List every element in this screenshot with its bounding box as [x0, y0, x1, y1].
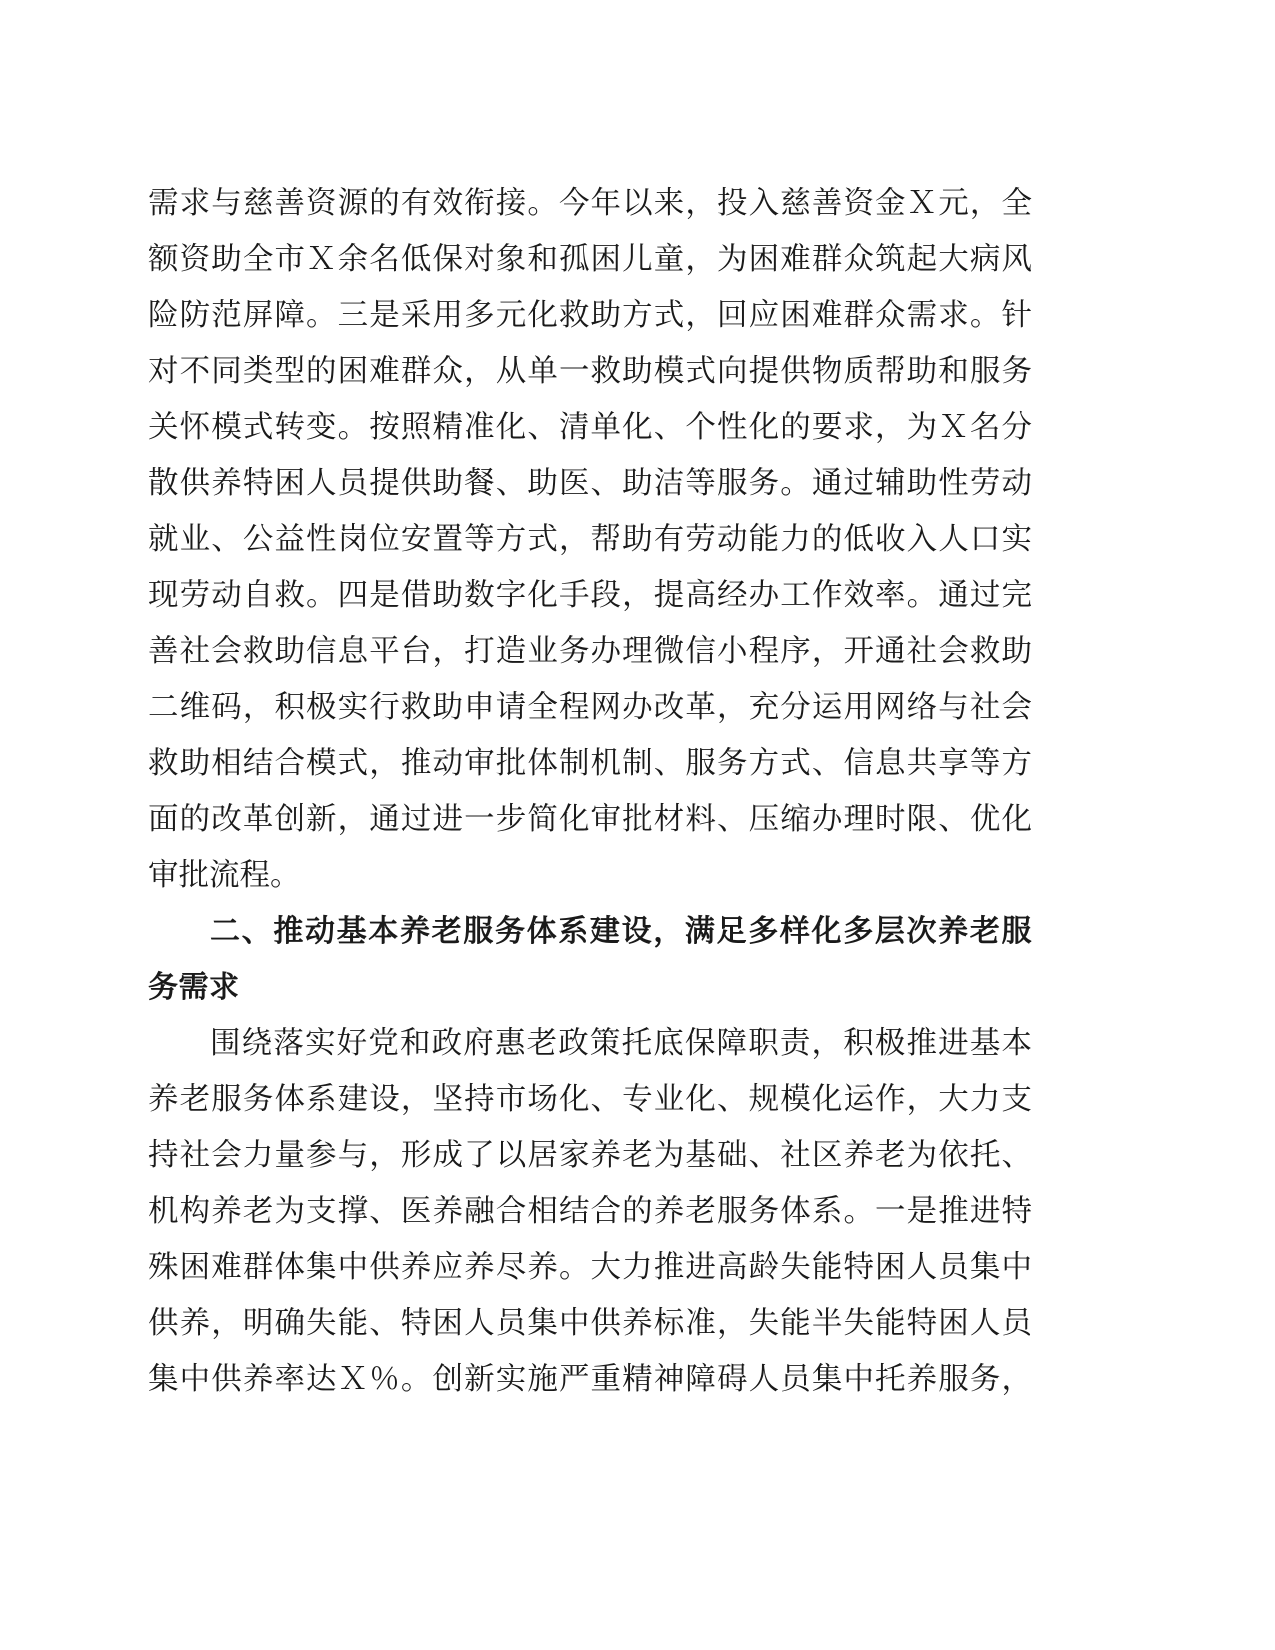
- paragraph-2: [148, 1016, 1032, 1408]
- paragraph-line: 善社会救助信息平台，打造业务办理微信小程序，开通社会救助: [148, 634, 1032, 669]
- paragraph-line: 险防范屏障。三是采用多元化救助方式，回应困难群众需求。针: [148, 298, 1032, 333]
- paragraph-line: 供养，明确失能、特困人员集中供养标准，失能半失能特困人员: [148, 1306, 1032, 1341]
- paragraph-line: 关怀模式转变。按照精准化、清单化、个性化的要求，为Ｘ名分: [148, 410, 1032, 445]
- section-heading: [148, 904, 1032, 1016]
- paragraph-line: 审批流程。: [148, 858, 301, 893]
- paragraph-line: 需求与慈善资源的有效衔接。今年以来，投入慈善资金Ｘ元，全: [148, 186, 1032, 221]
- paragraph-line: 持社会力量参与，形成了以居家养老为基础、社区养老为依托、: [148, 1138, 1032, 1173]
- paragraph-line: 对不同类型的困难群众，从单一救助模式向提供物质帮助和服务: [148, 354, 1032, 389]
- paragraph-line: 机构养老为支撑、医养融合相结合的养老服务体系。一是推进特: [148, 1194, 1032, 1229]
- paragraph-line: 面的改革创新，通过进一步简化审批材料、压缩办理时限、优化: [148, 802, 1032, 837]
- paragraph-line: 养老服务体系建设，坚持市场化、专业化、规模化运作，大力支: [148, 1082, 1032, 1117]
- paragraph-line: 散供养特困人员提供助餐、助医、助洁等服务。通过辅助性劳动: [148, 466, 1032, 501]
- paragraph-1: [148, 176, 1032, 904]
- paragraph-line: 殊困难群体集中供养应养尽养。大力推进高龄失能特困人员集中: [148, 1250, 1032, 1285]
- paragraph-line: 集中供养率达Ｘ％。创新实施严重精神障碍人员集中托养服务，: [148, 1362, 1032, 1397]
- document-body: [148, 176, 1032, 1408]
- heading-line: 二、推动基本养老服务体系建设，满足多样化多层次养老服: [210, 914, 1032, 949]
- heading-line: 务需求: [148, 970, 240, 1005]
- paragraph-line: 就业、公益性岗位安置等方式，帮助有劳动能力的低收入人口实: [148, 522, 1032, 557]
- paragraph-line: 救助相结合模式，推动审批体制机制、服务方式、信息共享等方: [148, 746, 1032, 781]
- paragraph-line: 现劳动自救。四是借助数字化手段，提高经办工作效率。通过完: [148, 578, 1032, 613]
- paragraph-line: 围绕落实好党和政府惠老政策托底保障职责，积极推进基本: [210, 1026, 1032, 1061]
- paragraph-line: 二维码，积极实行救助申请全程网办改革，充分运用网络与社会: [148, 690, 1032, 725]
- paragraph-line: 额资助全市Ｘ余名低保对象和孤困儿童，为困难群众筑起大病风: [148, 242, 1032, 277]
